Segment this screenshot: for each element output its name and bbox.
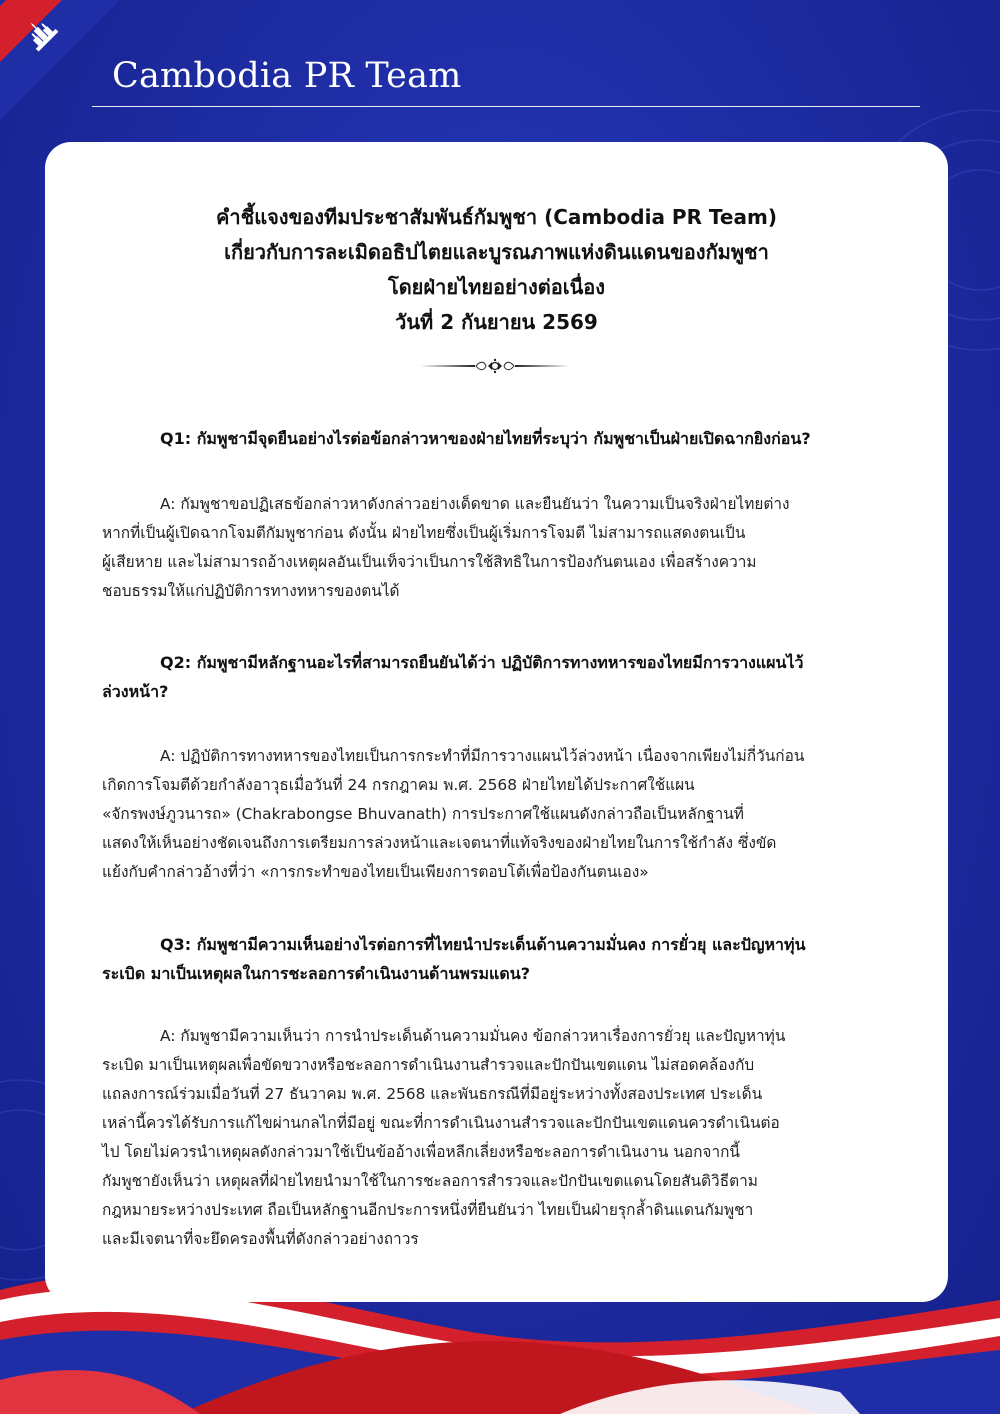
answer-line: หากที่เป็นผู้เปิดฉากโจมตีกัมพูชาก่อน ดังนั้น ฝ่ายไทยซึ่งเป็นผู้เริ่มการโจมตี ไม่สามารถแสดงตนเป็น xyxy=(102,524,746,542)
title-line: เกี่ยวกับการละเมิดอธิปไตยและบูรณภาพแห่งดินแดนของกัมพูชา xyxy=(224,240,769,264)
question-2 xyxy=(102,648,902,706)
question-line xyxy=(102,424,902,453)
cambodia-flag-icon xyxy=(0,0,120,120)
answer-line: ชอบธรรมให้แก่ปฏิบัติการทางทหารของตนได้ xyxy=(102,582,400,600)
answer-2 xyxy=(102,742,902,887)
answer-line: ผู้เสียหาย และไม่สามารถอ้างเหตุผลอันเป็นเท็จว่าเป็นการใช้สิทธิในการป้องกันตนเอง เพื่อสร้างความ xyxy=(102,553,757,571)
title-line: โดยฝ่ายไทยอย่างต่อเนื่อง xyxy=(387,275,606,299)
answer-line: ไป โดยไม่ควรนำเหตุผลดังกล่าวมาใช้เป็นข้ออ้างเพื่อหลีกเลี่ยงหรือชะลอการดำเนินงาน นอกจากนี้ xyxy=(102,1143,740,1161)
question-text: Q1: กัมพูชามีจุดยืนอย่างไรต่อข้อกล่าวหาของฝ่ายไทยที่ระบุว่า กัมพูชาเป็นฝ่ายเปิดฉากยิงก่อน? xyxy=(160,429,811,448)
answer-1 xyxy=(102,490,902,606)
question-line: ระเบิด มาเป็นเหตุผลในการชะลอการดำเนินงานด้านพรมแดน? xyxy=(102,964,530,983)
answer-line xyxy=(102,1022,902,1051)
divider-ornament-icon xyxy=(420,358,570,374)
document-title xyxy=(45,200,948,340)
answer-line: แสดงให้เห็นอย่างชัดเจนถึงการเตรียมการล่วงหน้าและเจตนาที่แท้จริงของฝ่ายไทยในการใช้กำลัง ซึ่งขัด xyxy=(102,834,777,852)
header-title: Cambodia PR Team xyxy=(112,56,462,96)
answer-line: กฎหมายระหว่างประเทศ ถือเป็นหลักฐานอีกประการหนึ่งที่ยืนยันว่า ไทยเป็นฝ่ายรุกล้ำดินแดนกัมพูชา xyxy=(102,1201,754,1219)
answer-line: แถลงการณ์ร่วมเมื่อวันที่ 27 ธันวาคม พ.ศ. 2568 และพันธกรณีที่มีอยู่ระหว่างทั้งสองประเทศ ประเด็น xyxy=(102,1085,763,1103)
answer-line: และมีเจตนาที่จะยึดครองพื้นที่ดังกล่าวอย่างถาวร xyxy=(102,1230,419,1248)
question-line xyxy=(102,930,902,959)
answer-line: เหล่านี้ควรได้รับการแก้ไขผ่านกลไกที่มีอยู่ ขณะที่การดำเนินงานสำรวจและปักปันเขตแดนควรดำเนินต่อ xyxy=(102,1114,780,1132)
question-line: ล่วงหน้า? xyxy=(102,682,169,701)
question-1 xyxy=(102,424,902,453)
answer-text: A: ปฏิบัติการทางทหารของไทยเป็นการกระทำที่มีการวางแผนไว้ล่วงหน้า เนื่องจากเพียงไม่กี่วันก่อน xyxy=(160,747,805,765)
answer-line: เกิดการโจมตีด้วยกำลังอาวุธเมื่อวันที่ 24 กรกฎาคม พ.ศ. 2568 ฝ่ายไทยได้ประกาศใช้แผน xyxy=(102,776,695,794)
answer-line xyxy=(102,742,902,771)
answer-text: A: กัมพูชาขอปฏิเสธข้อกล่าวหาดังกล่าวอย่างเด็ดขาด และยืนยันว่า ในความเป็นจริงฝ่ายไทยต่าง xyxy=(160,495,790,513)
question-3 xyxy=(102,930,902,988)
question-line xyxy=(102,648,902,677)
answer-text: A: กัมพูชามีความเห็นว่า การนำประเด็นด้านความมั่นคง ข้อกล่าวหาเรื่องการยั่วยุ และปัญหาทุ่น xyxy=(160,1027,786,1045)
answer-line: ระเบิด มาเป็นเหตุผลเพื่อขัดขวางหรือชะลอการดำเนินงานสำรวจและปักปันเขตแดน ไม่สอดคล้องกับ xyxy=(102,1056,755,1074)
question-text: Q2: กัมพูชามีหลักฐานอะไรที่สามารถยืนยันได้ว่า ปฏิบัติการทางทหารของไทยมีการวางแผนไว้ xyxy=(160,653,804,672)
question-text: Q3: กัมพูชามีความเห็นอย่างไรต่อการที่ไทยนำประเด็นด้านความมั่นคง การยั่วยุ และปัญหาทุ่น xyxy=(160,935,806,954)
title-line: วันที่ 2 กันยายน 2569 xyxy=(395,310,598,334)
answer-line: แย้งกับคำกล่าวอ้างที่ว่า «การกระทำของไทยเป็นเพียงการตอบโต้เพื่อป้องกันตนเอง» xyxy=(102,863,649,881)
answer-line: กัมพูชายังเห็นว่า เหตุผลที่ฝ่ายไทยนำมาใช้ในการชะลอการสำรวจและปักปันเขตแดนโดยสันติวิธีตาม xyxy=(102,1172,758,1190)
answer-line: «จักรพงษ์ภูวนารถ» (Chakrabongse Bhuvanath) การประกาศใช้แผนดังกล่าวถือเป็นหลักฐานที่ xyxy=(102,805,744,823)
answer-line xyxy=(102,490,902,519)
header-divider xyxy=(92,106,920,107)
document-card xyxy=(45,142,948,1302)
title-line: คำชี้แจงของทีมประชาสัมพันธ์กัมพูชา (Cambodia PR Team) xyxy=(216,205,777,229)
answer-3 xyxy=(102,1022,902,1254)
